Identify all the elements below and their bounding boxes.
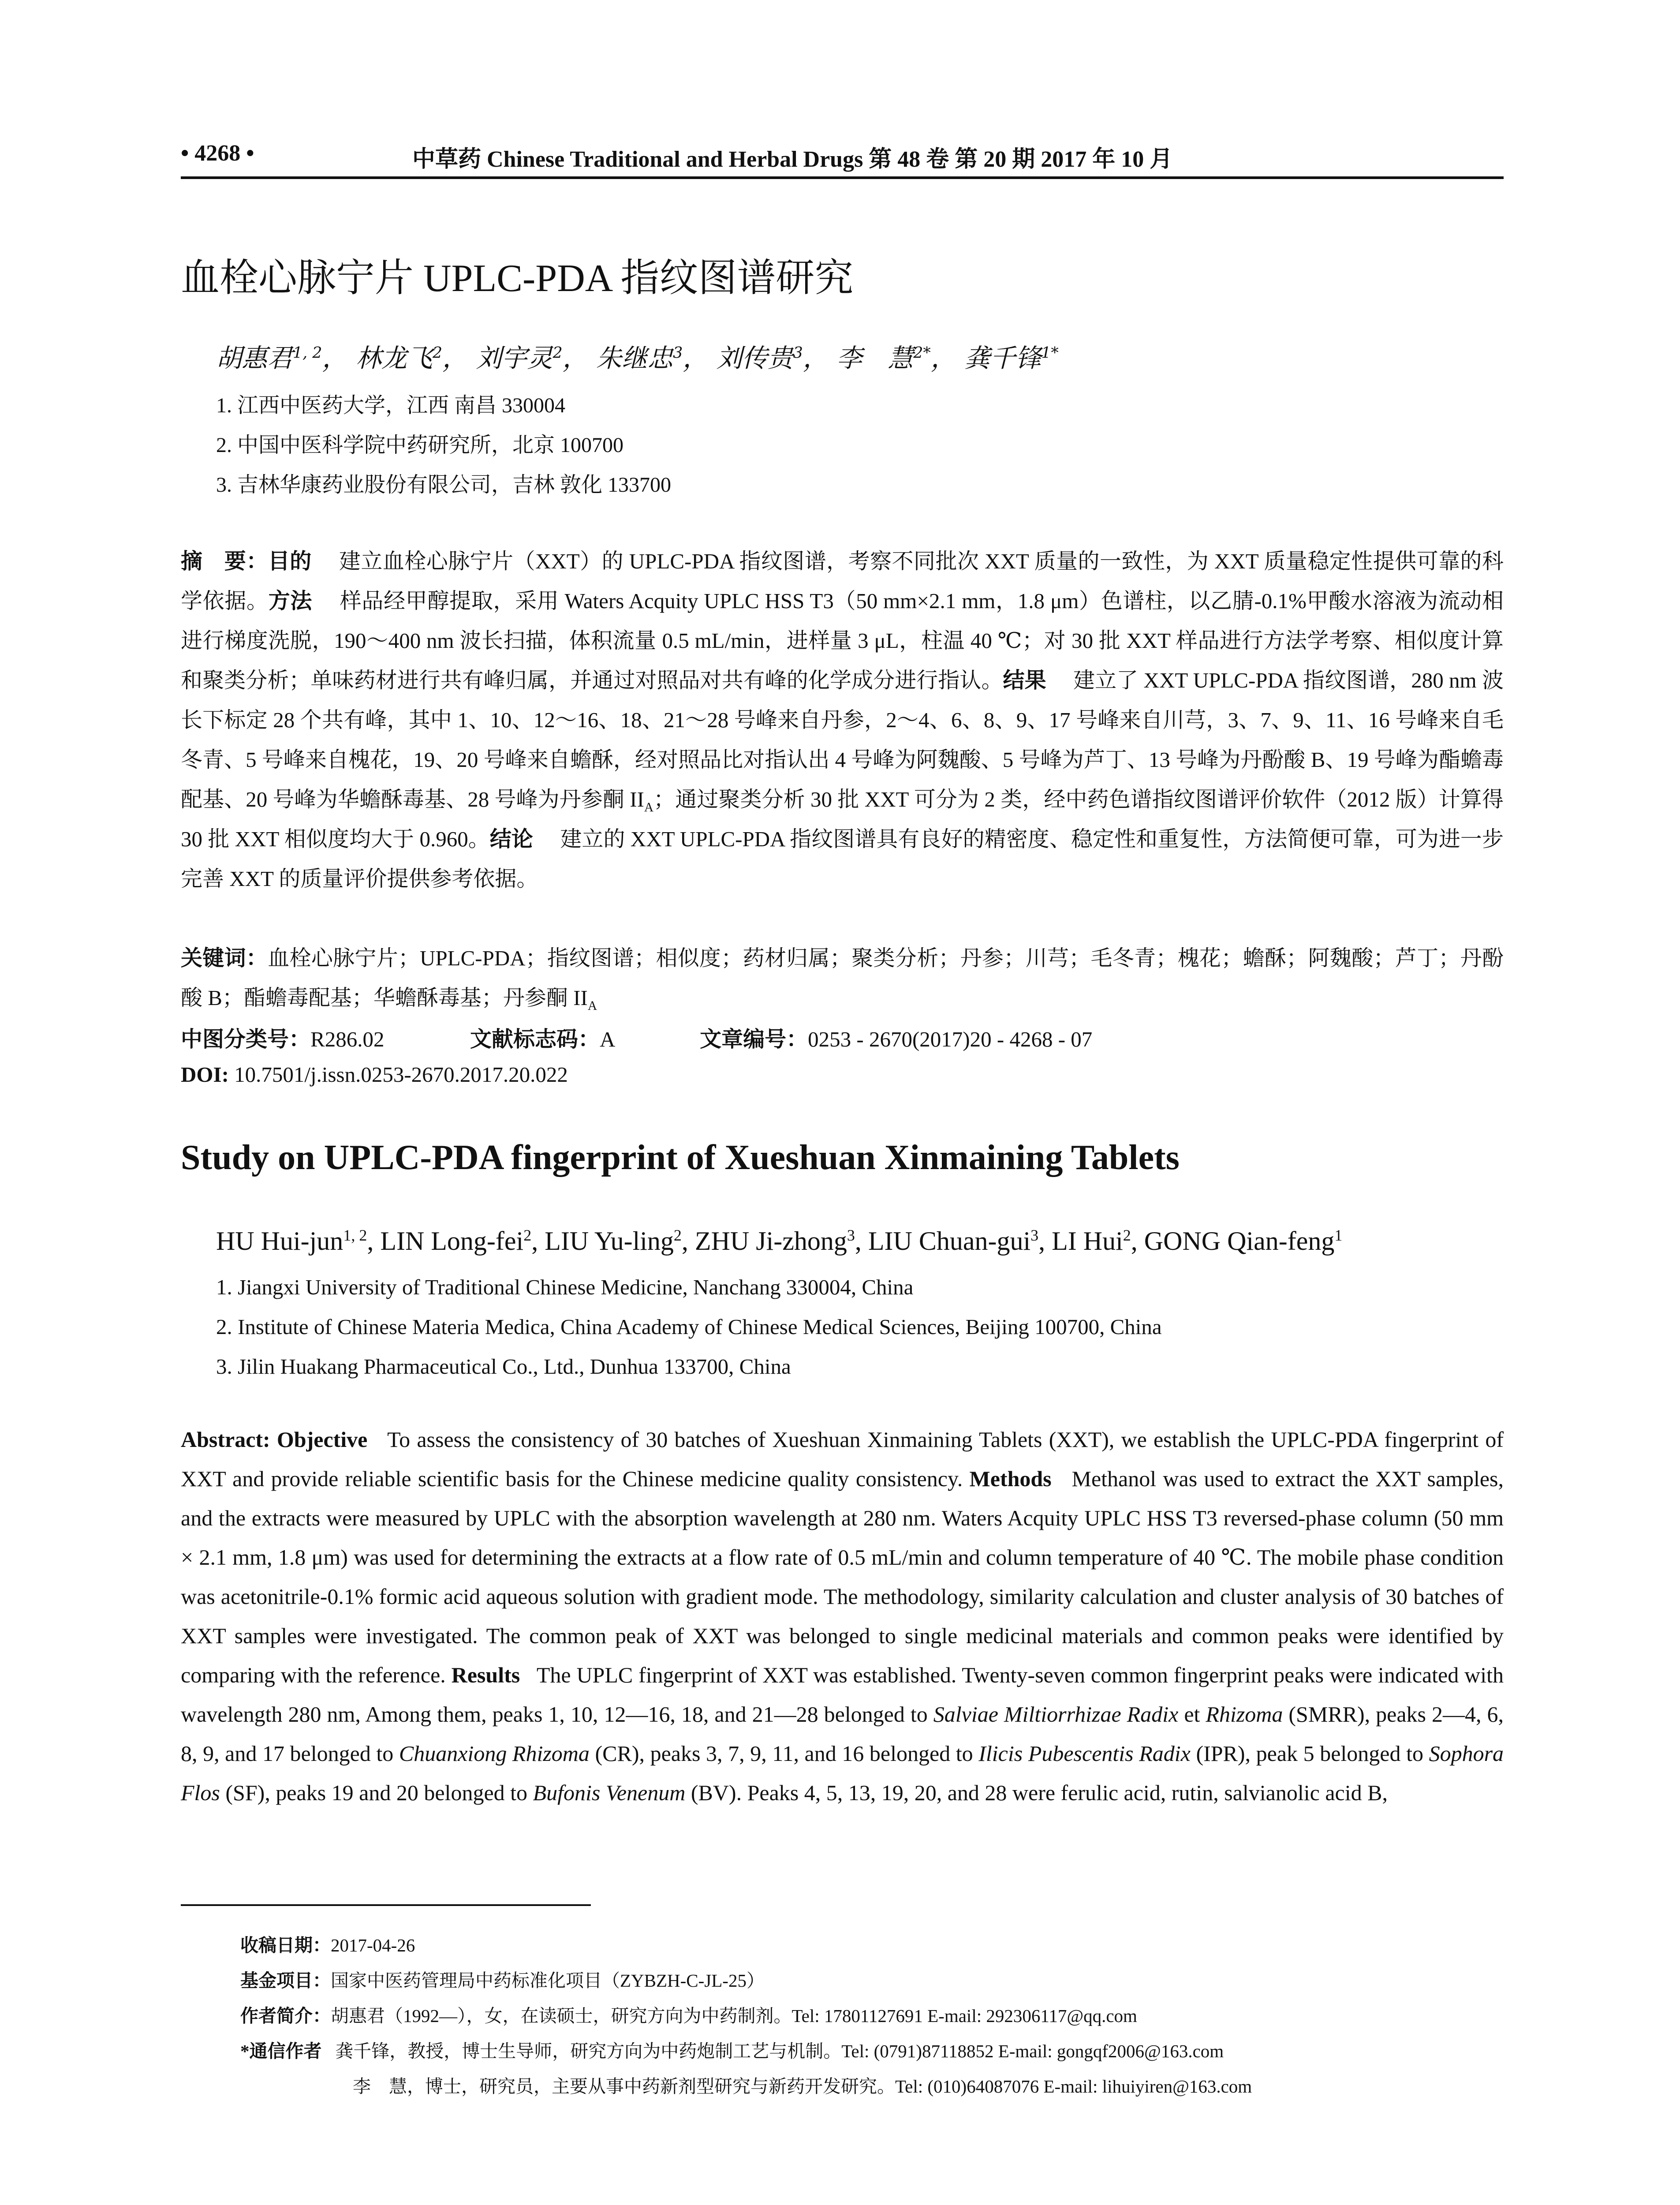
english-affiliation: 3. Jilin Huakang Pharmaceutical Co., Ltd., Dunhua 133700, China <box>216 1354 791 1379</box>
author-affil-mark: 1, 2 <box>343 1226 367 1244</box>
results-text: (SMRR), peaks 2—4, 6, 8, 9, and 17 belonged to <box>181 1702 1504 1766</box>
doi-line <box>181 1062 568 1087</box>
results-subscript: A <box>644 800 654 815</box>
herb-name: Bufonis Venenum <box>533 1780 686 1805</box>
author-affil-mark: 3 <box>793 344 803 362</box>
herb-name: Ilicis Pubescentis Radix <box>978 1741 1191 1766</box>
herb-name: Salviae Miltiorrhizae Radix <box>933 1702 1179 1727</box>
author-name: 刘宇灵 <box>476 343 553 373</box>
clc-value: R286.02 <box>310 1027 385 1051</box>
objective-label: 目的 <box>268 549 312 573</box>
chinese-title: 血栓心脉宁片 UPLC-PDA 指纹图谱研究 <box>181 257 854 300</box>
methods-label: Methods <box>969 1466 1052 1491</box>
methods-text: Methanol was used to extract the XXT samples, and the extracts were measured by UPLC with the absorption wavelength at 280 nm. Waters Acquity UPLC HSS T3 reversed-phase column (50 mm × 2.1 mm, 1.8 μm) was used for determining the extracts at a flow rate of 0.5 mL/min and column temperature of 40 ℃. The mobile phase condition was acetonitrile-0.1% formic acid aqueous solution with gradient mode. The methodology, similarity calculation and cluster analysis of 30 batches of XXT samples were investigated. The common peak of XXT was belonged to single medicinal materials and common peaks were identified by comparing with the reference. <box>181 1466 1504 1687</box>
author-affil-mark: 2 <box>553 344 563 362</box>
chinese-affiliation: 1. 江西中医药大学，江西 南昌 330004 <box>216 394 566 417</box>
author-affil-mark: 3 <box>673 344 683 362</box>
author-name: 李 慧 <box>836 343 914 373</box>
author-name: GONG Qian-feng <box>1144 1226 1335 1256</box>
english-affiliation: 1. Jiangxi University of Traditional Chinese Medicine, Nanchang 330004, China <box>216 1275 914 1299</box>
english-affiliation: 2. Institute of Chinese Materia Medica, China Academy of Chinese Medical Sciences, Beijing 100700, China <box>216 1315 1162 1339</box>
received-label: 收稿日期： <box>240 1935 331 1955</box>
footnote-fund <box>240 1966 765 1992</box>
results-text: (SF), peaks 19 and 20 belonged to <box>225 1780 528 1805</box>
author-affil-mark: 2 <box>1123 1226 1131 1244</box>
article-no-label: 文章编号： <box>700 1027 808 1051</box>
author-bio-value: 胡惠君（1992—），女，在读硕士，研究方向为中药制剂。Tel: 17801127691 E-mail: 292306117@qq.com <box>331 2006 1137 2026</box>
doc-code-value: A <box>599 1027 614 1051</box>
author-affil-mark: 1* <box>1041 344 1059 362</box>
herb-name: Rhizoma <box>1206 1702 1283 1727</box>
article-no-value: 0253 - 2670(2017)20 - 4268 - 07 <box>808 1027 1093 1051</box>
author-affil-mark: 2 <box>432 344 443 362</box>
herb-name: Sophora Flos <box>181 1741 1504 1805</box>
header-rule <box>181 176 1504 179</box>
chinese-abstract <box>181 542 1504 899</box>
footnote-corresponding <box>240 2037 1224 2063</box>
author-name: 朱继忠 <box>596 343 673 373</box>
english-authors: HU Hui-jun$^{1, 2}$, LIN Long-fei$^2$, LIU Yu-ling$^2$, ZHU Ji-zhong$^3$, LIU Chuan-gui$^3$, LI Hui$^2$, GONG Qian-feng$^1$ <box>216 1226 1343 1256</box>
running-header <box>181 140 1504 176</box>
author-name: LIN Long-fei <box>380 1226 524 1256</box>
received-value: 2017-04-26 <box>331 1935 415 1955</box>
abstract-objective-label: Abstract: Objective <box>181 1427 368 1452</box>
footnote-corresponding-2: 李 慧，博士，研究员，主要从事中药新剂型研究与新药开发研究。Tel: (010)64087076 E-mail: lihuiyiren@163.com <box>353 2076 1252 2097</box>
english-title: Study on UPLC-PDA fingerprint of Xueshuan Xinmaining Tablets <box>181 1138 1180 1177</box>
footnote-author <box>240 2001 1137 2027</box>
author-name: LI Hui <box>1052 1226 1123 1256</box>
page-number: • 4268 • <box>181 141 254 166</box>
footnote-received <box>240 1931 415 1957</box>
english-abstract <box>181 1420 1504 1813</box>
author-affil-mark: 2 <box>523 1226 532 1244</box>
author-affil-mark: 3 <box>847 1226 855 1244</box>
conclusion-label: 结论 <box>489 827 533 851</box>
fund-label: 基金项目： <box>240 1970 331 1991</box>
author-affil-mark: 1 <box>1334 1226 1343 1244</box>
keywords-label: 关键词： <box>181 946 268 970</box>
footnote-rule <box>181 1904 591 1906</box>
herb-name: Chuanxiong Rhizoma <box>399 1741 590 1766</box>
author-bio-label: 作者简介： <box>240 2006 331 2026</box>
author-name: HU Hui-jun <box>216 1226 343 1256</box>
author-affil-mark: 2* <box>913 344 931 362</box>
results-text: et <box>1184 1702 1200 1727</box>
chinese-affiliation: 3. 吉林华康药业股份有限公司，吉林 敦化 133700 <box>216 473 672 497</box>
corresponding-value: 龚千锋，教授，博士生导师，研究方向为中药炮制工艺与机制。Tel: (0791)87118852 E-mail: gongqf2006@163.com <box>335 2041 1224 2061</box>
clc-label: 中图分类号： <box>181 1027 311 1051</box>
keywords-text: 血栓心脉宁片；UPLC-PDA；指纹图谱；相似度；药材归属；聚类分析；丹参；川芎；毛冬青；槐花；蟾酥；阿魏酸；芦丁；丹酚酸 B；酯蟾毒配基；华蟾酥毒基；丹参酮 II <box>181 946 1504 1010</box>
chinese-affiliation: 2. 中国中医科学院中药研究所，北京 100700 <box>216 434 624 457</box>
conclusion-text: 建立的 XXT UPLC-PDA 指纹图谱具有良好的精密度、稳定性和重复性，方法简便可靠，可为进一步完善 XXT 的质量评价提供参考依据。 <box>181 827 1504 891</box>
author-name: LIU Chuan-gui <box>868 1226 1031 1256</box>
author-name: 胡惠君 <box>216 343 293 373</box>
results-text: (IPR), peak 5 belonged to <box>1196 1741 1423 1766</box>
corresponding-label: *通信作者 <box>240 2041 322 2061</box>
keywords-subscript: A <box>587 998 597 1013</box>
doi-label: DOI: <box>181 1062 229 1087</box>
author-affil-mark: 1, 2 <box>293 344 322 362</box>
doc-code-label: 文献标志码： <box>470 1027 600 1051</box>
results-text-cont: ；通过聚类分析 30 批 XXT 可分为 2 类，经中药色谱指纹图谱评价软件（2012 版）计算得 30 批 XXT 相似度均大于 0.960。 <box>181 787 1504 851</box>
abstract-label: 摘 要： <box>181 549 268 573</box>
author-name: 林龙飞 <box>355 343 433 373</box>
objective-text: To assess the consistency of 30 batches of Xueshuan Xinmaining Tablets (XXT), we establish the UPLC-PDA fingerprint of XXT and provide reliable scientific basis for the Chinese medicine quality consistency. <box>181 1427 1504 1491</box>
author-name: LIU Yu-ling <box>545 1226 674 1256</box>
classification-line <box>181 1022 1092 1053</box>
chinese-authors: 胡惠君$^{1, 2}$， 林龙飞$^2$， 刘宇灵$^2$， 朱继忠$^3$， 刘传贵$^3$， 李 慧$^{2*}$， 龚千锋$^{1*}$ <box>216 343 1059 373</box>
results-label: Results <box>451 1663 520 1687</box>
results-text: (CR), peaks 3, 7, 9, 11, and 16 belonged to <box>595 1741 973 1766</box>
objective-text: 建立血栓心脉宁片（XXT）的 UPLC-PDA 指纹图谱，考察不同批次 XXT 质量的一致性，为 XXT 质量稳定性提供可靠的科学依据。 <box>181 549 1504 613</box>
results-text: 建立了 XXT UPLC-PDA 指纹图谱，280 nm 波长下标定 28 个共有峰，其中 1、10、12～16、18、21～28 号峰来自丹参，2～4、6、8、9、17 号峰来自川芎，3、7、9、11、16 号峰来自毛冬青、5 号峰来自槐花，19、20 号峰来自蟾酥，经对照品比对指认出 4 号峰为阿魏酸、5 号峰为芦丁、13 号峰为丹酚酸 B、19 号峰为酯蟾毒配基、20 号峰为华蟾酥毒基、28 号峰为丹参酮 II <box>181 668 1504 811</box>
doi-value[interactable]: 10.7501/j.issn.0253-2670.2017.20.022 <box>234 1062 568 1087</box>
author-name: 刘传贵 <box>716 343 793 373</box>
results-label: 结果 <box>1003 668 1046 692</box>
methods-label: 方法 <box>268 589 313 613</box>
author-affil-mark: 3 <box>1030 1226 1039 1244</box>
results-text: The UPLC fingerprint of XXT was established. Twenty-seven common fingerprint peaks were indicated with wavelength 280 nm, Among them, peaks 1, 10, 12—16, 18, and 21—28 belonged to <box>181 1663 1504 1727</box>
author-name: 龚千锋 <box>964 343 1042 373</box>
author-affil-mark: 2 <box>673 1226 682 1244</box>
journal-info: 中草药 Chinese Traditional and Herbal Drugs 第 48 卷 第 20 期 2017 年 10 月 <box>412 147 1173 172</box>
results-text: (BV). Peaks 4, 5, 13, 19, 20, and 28 were ferulic acid, rutin, salvianolic acid B, <box>691 1780 1388 1805</box>
fund-value: 国家中医药管理局中药标准化项目（ZYBZH-C-JL-25） <box>331 1970 765 1991</box>
chinese-keywords <box>181 938 1504 1018</box>
methods-text: 样品经甲醇提取，采用 Waters Acquity UPLC HSS T3（50 mm×2.1 mm，1.8 μm）色谱柱，以乙腈-0.1%甲酸水溶液为流动相进行梯度洗脱，190～400 nm 波长扫描，体积流量 0.5 mL/min，进样量 3 μL，柱温 40 ℃；对 30 批 XXT 样品进行方法学考察、相似度计算和聚类分析；单味药材进行共有峰归属，并通过对照品对共有峰的化学成分进行指认。 <box>181 589 1504 692</box>
author-name: ZHU Ji-zhong <box>694 1226 847 1256</box>
